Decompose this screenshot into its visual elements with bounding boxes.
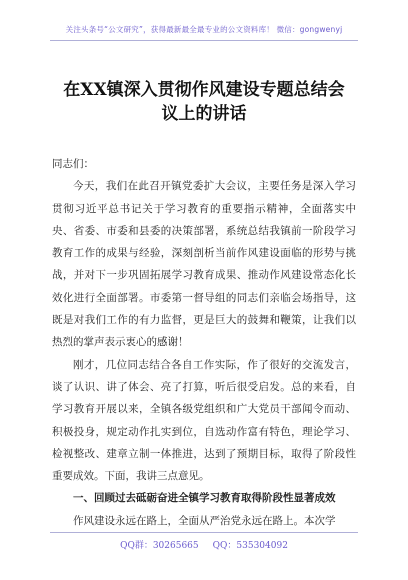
header-divider bbox=[50, 40, 358, 41]
qq-group-label: QQ群：30265665 bbox=[120, 541, 199, 551]
paragraph-summary: 刚才，几位同志结合各自工作实际，作了很好的交流发言，谈了认识、讲了体会、亮了打算，听后很受启发。总的来看，自学习教育开展以来，全镇各级党组织和广大党员干部闻令而动、积极投身，规定动作扎实到位，自选动作富有特色，理论学习、检视整改、建章立制一体推进，达到了预期目标，取得了阶段性重要成效。下面，我讲三点意见。 bbox=[52, 358, 356, 483]
qq-label: QQ：535304092 bbox=[212, 541, 288, 551]
title-line-2: 议上的讲话 bbox=[161, 104, 247, 124]
header-banner: 关注头条号“公文研究”，获得最新最全最专业的公文资料库！ 微信：gongwenyj bbox=[65, 25, 343, 34]
paragraph-section-1: 作风建设永远在路上，全面从严治党永远在路上。本次学 bbox=[73, 514, 336, 527]
document-body bbox=[52, 153, 356, 532]
section-heading-1: 一、回顾过去砥砺奋进全镇学习教育取得阶段性显著成效 bbox=[73, 492, 336, 505]
paragraph-intro: 今天，我们在此召开镇党委扩大会议，主要任务是深入学习贯彻习近平总书记关于学习教育的重要指示精神，全面落实中央、省委、市委和县委的决策部署，系统总结我镇前一阶段学习教育工作的成果与经验，深刻剖析当前作风建设面临的形势与挑战，并对下一步巩固拓展学习教育成果、推动作风建设常态化长效化进行全面部署。市委第一督导组的同志们亲临会场指导，这既是对我们工作的有力监督，更是巨大的鼓舞和鞭策，让我们以热烈的掌声表示衷心的感谢！ bbox=[52, 180, 356, 349]
document-title bbox=[40, 78, 368, 126]
footer-divider bbox=[50, 532, 358, 533]
footer-contact bbox=[0, 538, 408, 551]
salutation: 同志们： bbox=[52, 158, 94, 170]
title-line-1: 在XX镇深入贯彻作风建设专题总结会 bbox=[63, 80, 345, 100]
